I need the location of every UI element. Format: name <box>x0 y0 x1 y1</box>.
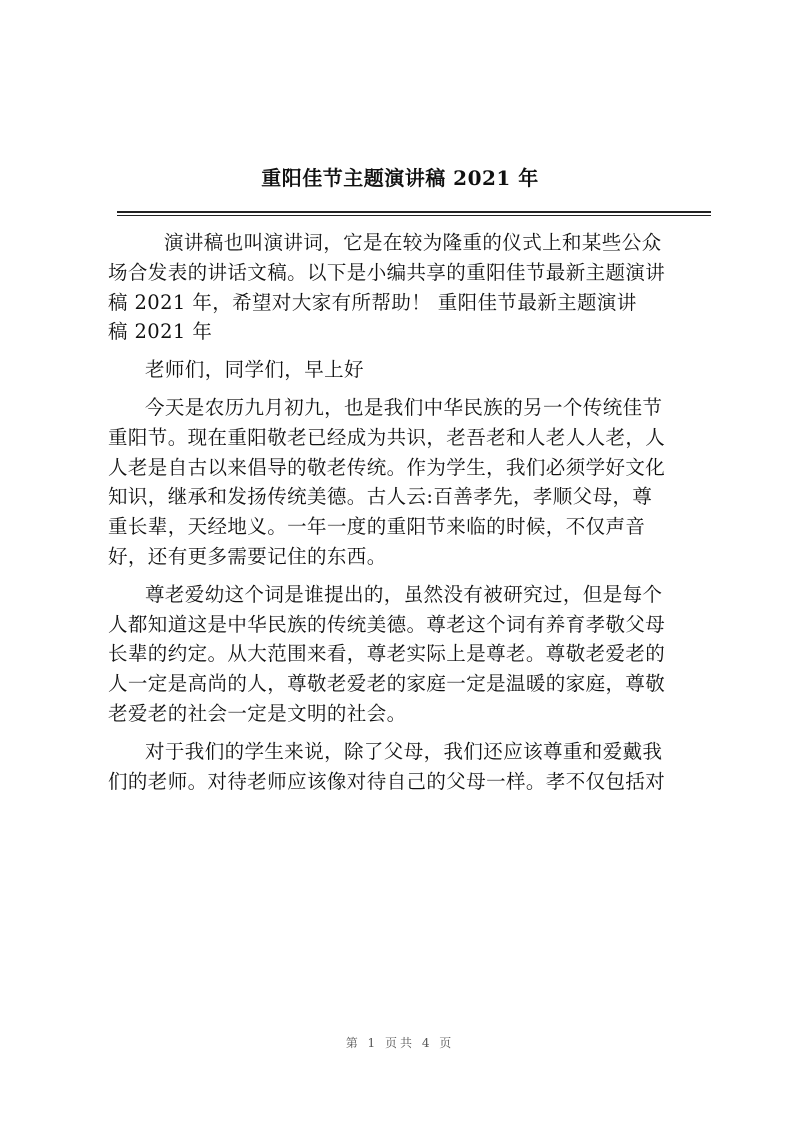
text-line: 人一定是高尚的人，尊敬老爱老的家庭一定是温暖的家庭，尊敬 <box>108 672 666 696</box>
text-line: 稿 2021 年 <box>108 320 213 344</box>
text-line: 长辈的约定。从大范围来看，尊老实际上是尊老。尊敬老爱老的 <box>108 642 666 666</box>
title-divider-thin <box>117 215 711 216</box>
text-line: 今天是农历九月初九，也是我们中华民族的另一个传统佳节 <box>145 395 663 419</box>
text-line: 稿 2021 年，希望对大家有所帮助！ 重阳佳节最新主题演讲 <box>108 290 637 314</box>
text-line: 知识，继承和发扬传统美德。古人云:百善孝先，孝顺父母，尊 <box>108 485 653 509</box>
text-line: 重长辈，天经地义。一年一度的重阳节来临的时候，不仅声音 <box>108 515 646 539</box>
text-line: 们的老师。对待老师应该像对待自己的父母一样。孝不仅包括对 <box>108 769 666 793</box>
text-line: 演讲稿也叫演讲词，它是在较为隆重的仪式上和某些公众 <box>164 231 662 254</box>
text-line: 好，还有更多需要记住的东西。 <box>108 544 387 568</box>
text-line: 老爱老的社会一定是文明的社会。 <box>108 701 407 725</box>
text-line: 老师们，同学们，早上好 <box>145 358 364 382</box>
page-footer: 第 1 页共 4 页 <box>345 1036 455 1050</box>
text-line: 人老是自古以来倡导的敬老传统。作为学生，我们必须学好文化 <box>108 455 666 479</box>
title-divider-thick <box>117 211 711 213</box>
text-line: 重阳节。现在重阳敬老已经成为共识，老吾老和人老人人老，人 <box>108 425 666 449</box>
text-line: 场合发表的讲话文稿。以下是小编共享的重阳佳节最新主题演讲 <box>108 260 666 284</box>
text-line: 人都知道这是中华民族的传统美德。尊老这个词有养育孝敬父母 <box>108 612 666 636</box>
text-line: 对于我们的学生来说，除了父母，我们还应该尊重和爱戴我 <box>145 739 663 763</box>
document-title: 重阳佳节主题演讲稿 2021 年 <box>261 166 539 190</box>
text-line: 尊老爱幼这个词是谁提出的，虽然没有被研究过，但是每个 <box>145 582 663 606</box>
document-body <box>108 228 712 796</box>
